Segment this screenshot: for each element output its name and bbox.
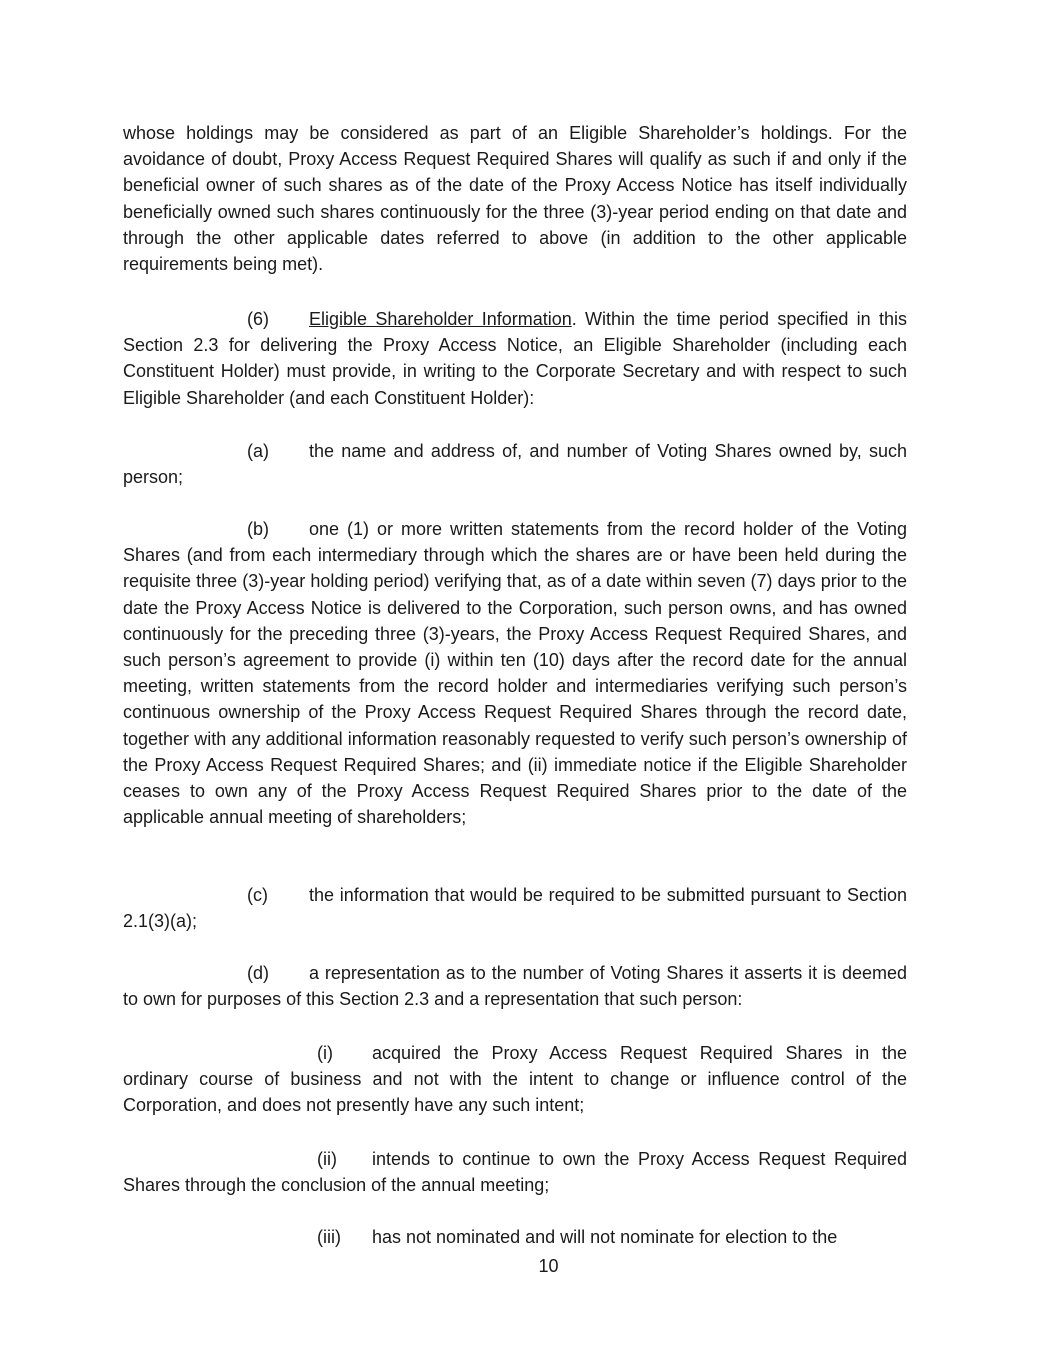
continuation-paragraph <box>123 120 907 277</box>
item-c-text: the information that would be required to be submitted pursuant to Section 2.1(3)(a); <box>123 885 907 932</box>
item-d-marker: (d) <box>247 963 269 983</box>
section-6-marker: (6) <box>247 309 269 329</box>
item-a-paragraph <box>123 438 907 490</box>
item-a-marker: (a) <box>247 441 269 461</box>
item-d-text: a representation as to the number of Voting Shares it asserts it is deemed to own for purposes of this Section 2.3 and a representation that such person: <box>123 963 907 1010</box>
item-iii-marker: (iii) <box>317 1227 341 1247</box>
item-ii-marker: (ii) <box>317 1149 337 1169</box>
page-number: 10 <box>538 1256 559 1276</box>
continuation-text: whose holdings may be considered as part of an Eligible Shareholder’s holdings. For the avoidance of doubt, Proxy Access Request Required Shares will qualify as such if and only if the beneficial owner of such shares as of the date of the Proxy Access Notice has itself individually beneficially owned such shares continuously for the three (3)-year period ending on that date and through the other applicable dates referred to above (in addition to the other applicable requirements being met). <box>123 123 907 275</box>
section-6-text: . Within the time period specified in this Section 2.3 for delivering the Proxy Access Notice, an Eligible Shareholder (including each Constituent Holder) must provide, in writing to the Corporate Secretary and with respect to such Eligible Shareholder (and each Constituent Holder): <box>123 309 907 408</box>
item-c-paragraph <box>123 882 907 934</box>
item-ii-text: intends to continue to own the Proxy Access Request Required Shares through the conclusion of the annual meeting; <box>123 1149 907 1196</box>
item-b-paragraph <box>123 516 907 830</box>
item-b-text: one (1) or more written statements from the record holder of the Voting Shares (and from each intermediary through which the shares are or have been held during the requisite three (3)-year holding period) verifying that, as of a date within seven (7) days prior to the date the Proxy Access Notice is delivered to the Corporation, such person owns, and has owned continuously for the preceding three (3)-years, the Proxy Access Request Required Shares, and such person’s agreement to provide (i) within ten (10) days after the record date for the annual meeting, written statements from the record holder and intermediaries verifying such person’s continuous ownership of the Proxy Access Request Required Shares through the record date, together with any additional information reasonably requested to verify such person’s ownership of the Proxy Access Request Required Shares; and (ii) immediate notice if the Eligible Shareholder ceases to own any of the Proxy Access Request Required Shares prior to the date of the applicable annual meeting of shareholders; <box>123 519 907 828</box>
item-i-text: acquired the Proxy Access Request Required Shares in the ordinary course of business and not with the intent to change or influence control of the Corporation, and does not presently have any such intent; <box>123 1043 907 1116</box>
section-6-heading: Eligible Shareholder Information <box>309 309 572 329</box>
item-d-paragraph <box>123 960 907 1012</box>
item-iii-paragraph <box>123 1224 907 1250</box>
item-i-marker: (i) <box>317 1043 333 1063</box>
item-iii-text: has not nominated and will not nominate for election to the <box>372 1227 838 1247</box>
item-i-paragraph <box>123 1040 907 1119</box>
section-6-paragraph <box>123 306 907 411</box>
item-b-marker: (b) <box>247 519 269 539</box>
item-ii-paragraph <box>123 1146 907 1198</box>
item-c-marker: (c) <box>247 885 268 905</box>
item-a-text: the name and address of, and number of Voting Shares owned by, such person; <box>123 441 907 488</box>
